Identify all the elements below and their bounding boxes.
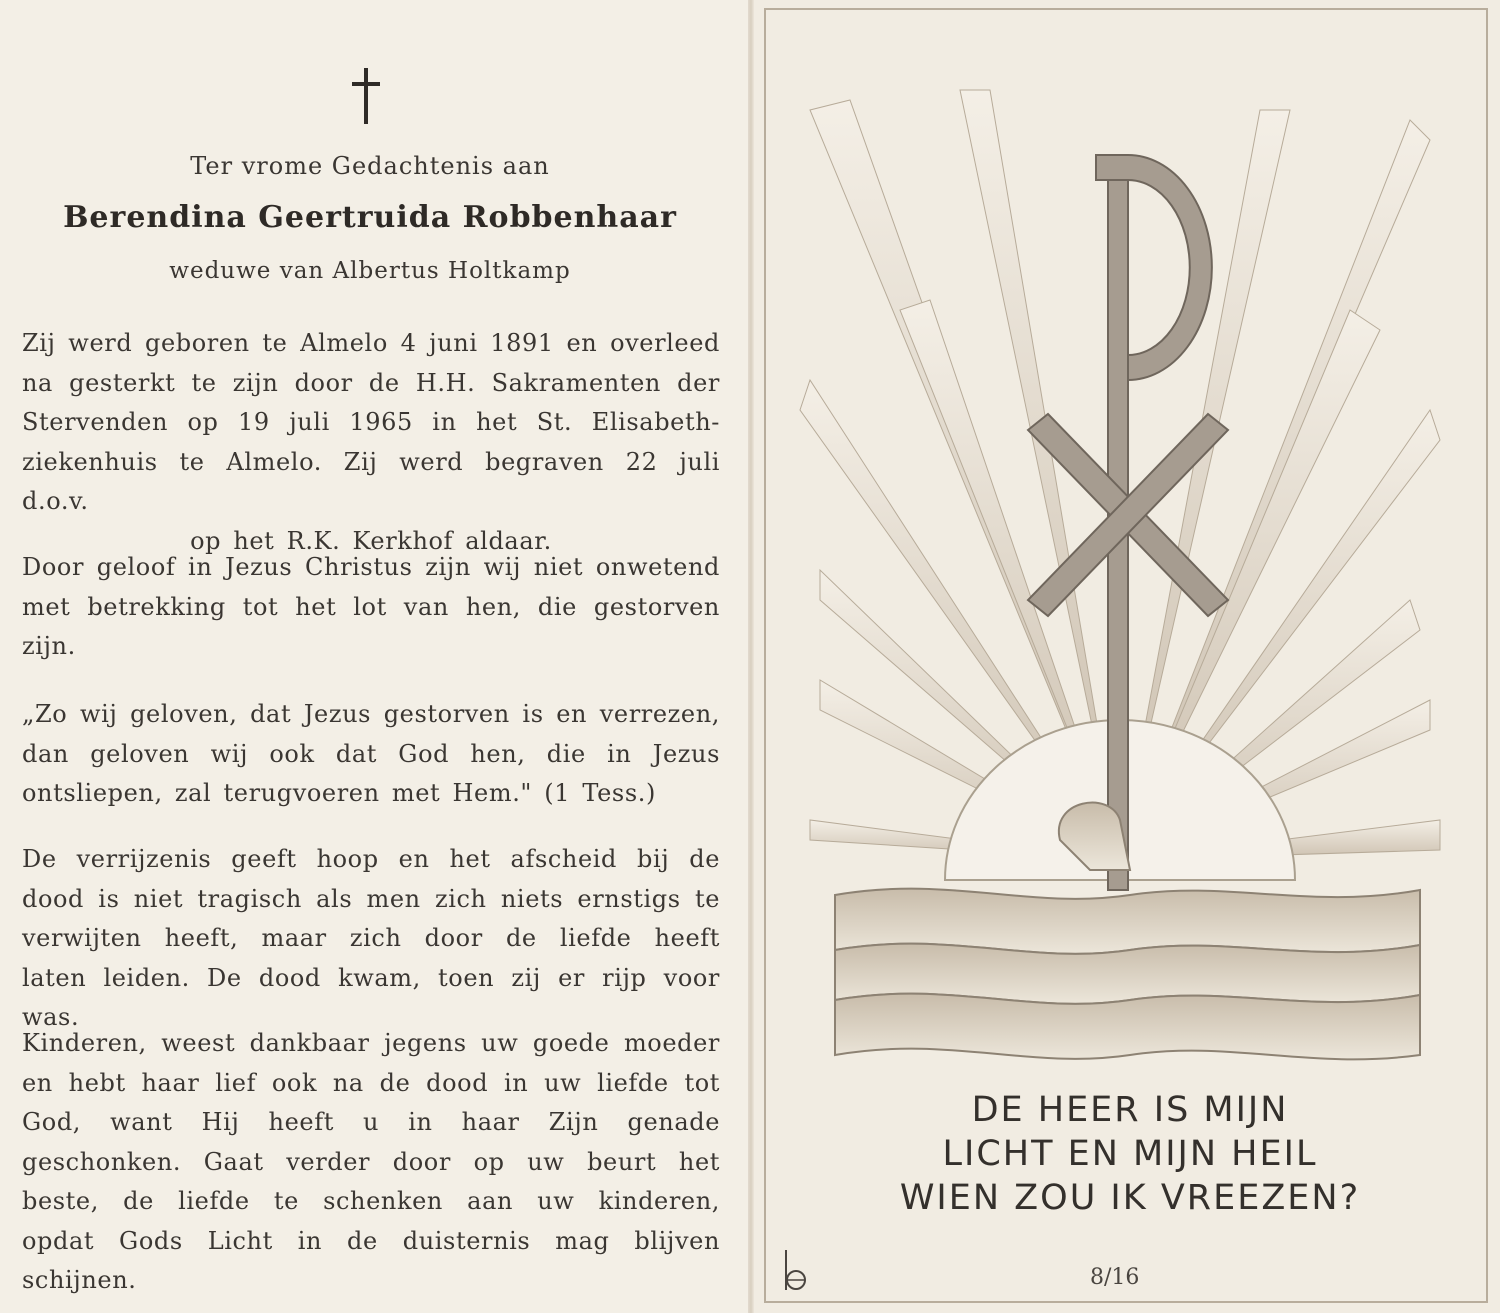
card-fold: [748, 0, 754, 1313]
memorial-intro: Ter vrome Gedachtenis aan: [190, 152, 550, 180]
faith-paragraph: Door geloof in Jezus Christus zijn wij niet onwetend met betrekking tot het lot van hen, die gestorven zijn.: [22, 553, 720, 660]
deceased-name: Berendina Geertruida Robbenhaar: [63, 200, 677, 235]
widow-of-line: weduwe van Albertus Holtkamp: [169, 258, 571, 284]
burial-place: op het R.K. Kerkhof aldaar.: [190, 526, 552, 555]
print-number: 8/16: [1090, 1265, 1140, 1290]
chi-rho-sunrise-illustration: [790, 80, 1450, 1070]
motto-line: DE HEER IS MIJN: [971, 1090, 1289, 1130]
motto-line: LICHT EN MIJN HEIL: [942, 1134, 1318, 1174]
motto-line: WIEN ZOU IK VREEZEN?: [899, 1178, 1361, 1218]
biography-text: Zij werd geboren te Almelo 4 juni 1891 en overleed na gesterkt te zijn door de H.H. Sakramenten der Stervenden op 19 juli 1965 in het St. Elisabeth-ziekenhuis te Almelo. Zij werd begraven 22 juli d.o.v.: [22, 329, 720, 515]
scripture-quote: „Zo wij geloven, dat Jezus gestorven is en verrezen, dan geloven wij ook dat God hen, die in Jezus ontsliepen, zal terugvoeren met Hem." (1 Tess.): [22, 700, 720, 807]
resurrection-paragraph: De verrijzenis geeft hoop en het afscheid bij de dood is niet tragisch als men zich niets ernstigs te verwijten heeft, maar zich door de liefde heeft laten leiden. De dood kwam, toen zij er rijp voor was.: [22, 845, 720, 1031]
cross-icon: [350, 68, 382, 126]
printer-monogram-icon: [780, 1248, 810, 1292]
biography-paragraph: [22, 324, 720, 561]
children-paragraph: Kinderen, weest dankbaar jegens uw goede moeder en hebt haar lief ook na de dood in uw liefde tot God, want Hij heeft u in haar Zijn genade geschonken. Gaat verder door op uw beurt het beste, de liefde te schenken aan uw kinderen, opdat Gods Licht in de duisternis mag blijven schijnen.: [22, 1029, 720, 1294]
